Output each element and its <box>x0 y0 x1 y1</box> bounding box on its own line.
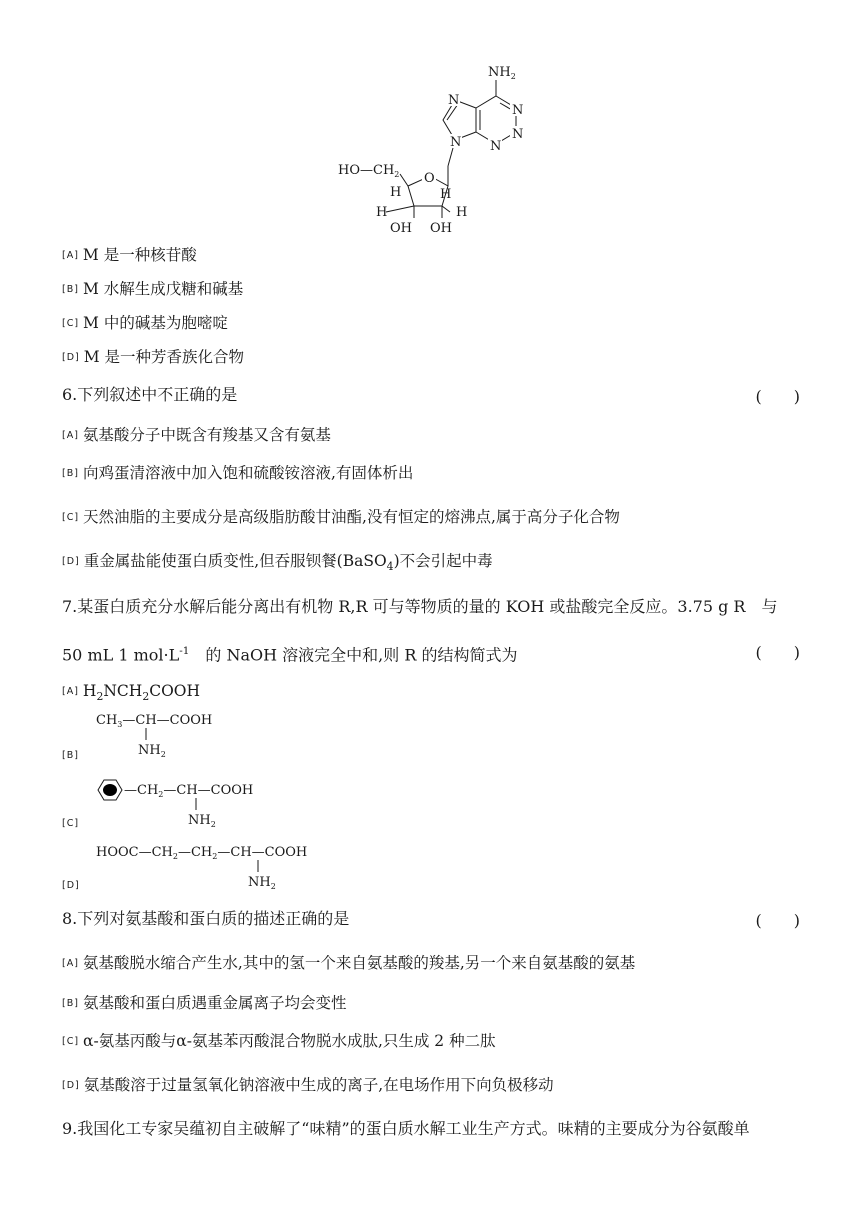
q6-answer-blank: ( ) <box>755 387 800 406</box>
svg-text:—CH2—CH—COOH: $—CH_2—CH—COOH$ <box>124 783 254 799</box>
q7-option-c-label: [C] <box>62 818 80 829</box>
q7-option-d-label: [D] <box>62 880 80 891</box>
svg-text:NH2: $NH_2$ <box>138 743 166 759</box>
q5-option-a: [A] M 是一种核苷酸 <box>62 246 197 264</box>
q6-option-c: [C] 天然油脂的主要成分是高级脂肪酸甘油酯,没有恒定的熔沸点,属于高分子化合物 <box>62 508 620 526</box>
h-label-3: H <box>376 205 388 220</box>
q5-option-c: [C] M 中的碱基为胞嘧啶 <box>62 314 228 332</box>
q7-answer-blank: ( ) <box>755 643 800 662</box>
h-label-4: H <box>456 205 468 220</box>
q7-option-a: [A] $H_2NCH_2COOH$ <box>62 682 201 704</box>
q6-option-a: [A] 氨基酸分子中既含有羧基又含有氨基 <box>62 426 331 444</box>
svg-text:NH2: $NH_2$ <box>248 875 276 891</box>
q7-option-d-structure <box>90 836 350 892</box>
ring-o-label: O <box>424 171 435 186</box>
nh2-label: $NH_2$ <box>488 65 516 81</box>
molecule-m-figure <box>330 58 550 236</box>
n-label-3: N <box>490 139 502 154</box>
h-label-1: H <box>390 185 402 200</box>
svg-text:NH2: $NH_2$ <box>188 813 216 829</box>
q5-option-b: [B] M 水解生成戊糖和碱基 <box>62 280 244 298</box>
q8-answer-blank: ( ) <box>755 911 800 930</box>
q8-option-d: [D] 氨基酸溶于过量氢氧化钠溶液中生成的离子,在电场作用下向负极移动 <box>62 1076 554 1094</box>
n-label-2: N <box>512 127 524 142</box>
n-label-4: N <box>448 93 460 108</box>
h-label-2: H <box>440 187 452 202</box>
q9-stem: 9.我国化工专家吴蕴初自主破解了“味精”的蛋白质水解工业生产方式。味精的主要成分为谷氨酸单 <box>62 1119 750 1138</box>
q6-stem: 6.下列叙述中不正确的是 <box>62 385 238 404</box>
q7-stem-line1: 7.某蛋白质充分水解后能分离出有机物 R,R 可与等物质的量的 KOH 或盐酸完全反应。3.75 g R 与 <box>62 597 778 616</box>
q6-option-b: [B] 向鸡蛋清溶液中加入饱和硫酸铵溶液,有固体析出 <box>62 464 414 482</box>
q5-option-d: [D] M 是一种芳香族化合物 <box>62 348 245 366</box>
n-label-1: N <box>512 103 524 118</box>
oh-label-2: OH <box>430 221 452 236</box>
q8-option-a: [A] 氨基酸脱水缩合产生水,其中的氢一个来自氨基酸的羧基,另一个来自氨基酸的氨基 <box>62 954 636 972</box>
q7-stem-line2: 50 mL 1 $mol\cdot L^{-1}$ 的 NaOH 溶液完全中和,则 R 的结构简式为 <box>62 645 518 665</box>
q6-option-d: [D] 重金属盐能使蛋白质变性,但吞服钡餐(BaSO$_4$)不会引起中毒 <box>62 552 493 574</box>
svg-text:CH3—CH—COOH: $CH_3—CH—COOH$ <box>96 713 213 729</box>
q7-option-c-structure <box>90 770 310 830</box>
q8-option-b: [B] 氨基酸和蛋白质遇重金属离子均会变性 <box>62 994 347 1012</box>
q7-option-b-structure <box>90 704 250 760</box>
ho-ch2-label: $HO—CH_2$ <box>338 163 400 179</box>
n-label-5: N <box>450 135 462 150</box>
oh-label-1: OH <box>390 221 412 236</box>
q8-option-c: [C] α-氨基丙酸与α-氨基苯丙酸混合物脱水成肽,只生成 2 种二肽 <box>62 1032 496 1050</box>
svg-text:HOOC—CH2—CH2—CH—COOH: $HOOC—CH_2—CH_2—CH—COOH$ <box>96 845 308 861</box>
q7-option-b-label: [B] <box>62 750 79 761</box>
q8-stem: 8.下列对氨基酸和蛋白质的描述正确的是 <box>62 909 350 928</box>
